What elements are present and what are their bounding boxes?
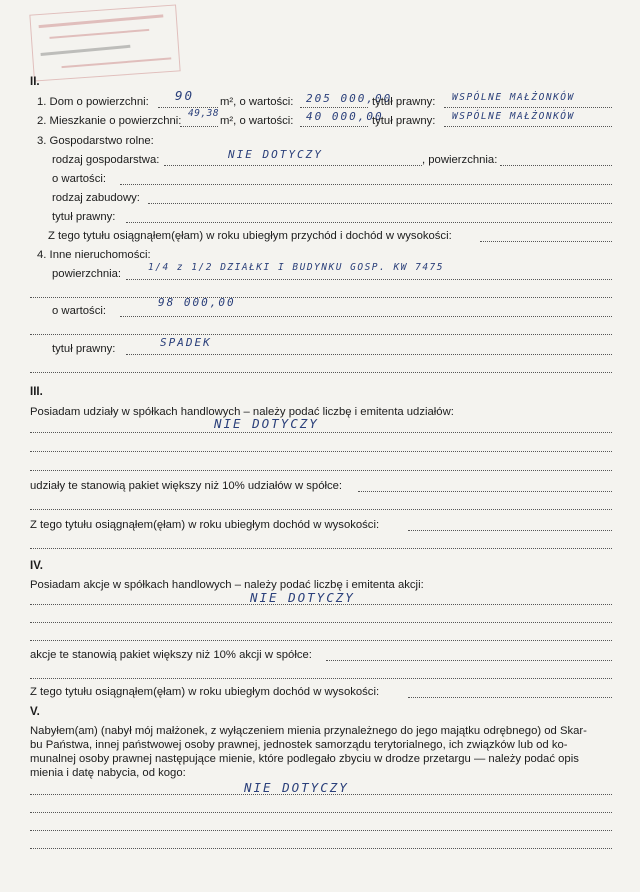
farm-buildings-label: rodzaj zabudowy: bbox=[52, 192, 140, 204]
office-stamp-icon bbox=[28, 3, 183, 83]
shares-label: Posiadam udziały w spółkach handlowych – należy podać liczbę i emitenta udziałów: bbox=[30, 406, 454, 418]
other-area-value: 1/4 z 1/2 DZIAŁKI I BUDYNKU GOSP. KW 7475 bbox=[148, 262, 444, 273]
shares-package-label: udziały te stanowią pakiet większy niż 10% udziałów w spółce: bbox=[30, 480, 343, 492]
acquisition-field-3 bbox=[30, 830, 612, 831]
other-title-field bbox=[126, 354, 612, 355]
farm-title-field bbox=[126, 222, 612, 223]
farm-value-field bbox=[120, 184, 612, 185]
apartment-area-field bbox=[180, 126, 218, 127]
shares-package-field-2 bbox=[30, 509, 612, 510]
other-value-field bbox=[120, 316, 612, 317]
other-title-label: tytuł prawny: bbox=[52, 343, 116, 355]
apartment-title-field bbox=[444, 126, 612, 127]
shares-value: NIE DOTYCZY bbox=[214, 416, 319, 431]
farm-label: 3. Gospodarstwo rolne: bbox=[37, 135, 154, 147]
apartment-value-field bbox=[300, 126, 368, 127]
acquisition-line-2: bu Państwa, innej państwowej osoby prawnej, jednostek samorządu terytorialnego, ich związków lub od ko- bbox=[30, 739, 568, 751]
apartment-title-value: WSPÓLNE MAŁŻONKÓW bbox=[452, 111, 575, 122]
other-area-label: powierzchnia: bbox=[52, 268, 122, 280]
apartment-title-label: tytuł prawny: bbox=[372, 115, 436, 127]
stocks-field-1 bbox=[30, 604, 612, 605]
acquisition-field-4 bbox=[30, 848, 612, 849]
stocks-field-2 bbox=[30, 622, 612, 623]
shares-package-field bbox=[358, 491, 612, 492]
section-v-heading: V. bbox=[30, 706, 40, 718]
farm-value-label: o wartości: bbox=[52, 173, 106, 185]
other-value-label: o wartości: bbox=[52, 305, 106, 317]
house-value: 205 000,00 bbox=[306, 92, 393, 105]
house-m2-label: m², o wartości: bbox=[220, 96, 294, 108]
stocks-income-label: Z tego tytułu osiągnąłem(ęłam) w roku ubiegłym dochód w wysokości: bbox=[30, 686, 380, 698]
house-label: 1. Dom o powierzchni: bbox=[37, 96, 149, 108]
house-title-field bbox=[444, 107, 612, 108]
acquisition-field-1 bbox=[30, 794, 612, 795]
acquisition-value: NIE DOTYCZY bbox=[244, 780, 349, 795]
other-title-value: SPADEK bbox=[160, 336, 212, 349]
other-title-field-2 bbox=[30, 372, 612, 373]
stocks-package-label: akcje te stanowią pakiet większy niż 10% akcji w spółce: bbox=[30, 649, 312, 661]
house-value-field bbox=[300, 107, 368, 108]
section-iv-heading: IV. bbox=[30, 560, 44, 572]
acquisition-line-1: Nabyłem(am) (nabył mój małżonek, z wyłączeniem mienia przynależnego do jego majątku odrębnego) od Skar- bbox=[30, 725, 587, 737]
other-area-field bbox=[126, 279, 612, 280]
apartment-label: 2. Mieszkanie o powierzchni: bbox=[37, 115, 182, 127]
other-property-label: 4. Inne nieruchomości: bbox=[37, 249, 151, 261]
house-area-value: 90 bbox=[175, 88, 195, 103]
farm-type-value: NIE DOTYCZY bbox=[228, 148, 323, 161]
other-value-field-2 bbox=[30, 334, 612, 335]
shares-income-field-2 bbox=[30, 548, 612, 549]
house-title-value: WSPÓLNE MAŁŻONKÓW bbox=[452, 92, 575, 103]
apartment-m2-label: m², o wartości: bbox=[220, 115, 294, 127]
farm-income-field bbox=[480, 241, 612, 242]
farm-area-label: , powierzchnia: bbox=[422, 154, 498, 166]
stocks-package-field-2 bbox=[30, 678, 612, 679]
stocks-field-3 bbox=[30, 640, 612, 641]
stocks-value: NIE DOTYCZY bbox=[250, 590, 355, 605]
apartment-value: 40 000,00 bbox=[306, 110, 384, 123]
house-title-label: tytuł prawny: bbox=[372, 96, 436, 108]
farm-area-field bbox=[500, 165, 612, 166]
acquisition-line-3: munalnej osoby prawnej następujące mienie, które podlegało zbyciu w drodze przetargu — należy podać opis bbox=[30, 753, 579, 765]
shares-income-field bbox=[408, 530, 612, 531]
acquisition-line-4: mienia i datę nabycia, od kogo: bbox=[30, 767, 186, 779]
shares-field-1 bbox=[30, 432, 612, 433]
farm-income-label: Z tego tytułu osiągnąłem(ęłam) w roku ubiegłym przychód i dochód w wysokości: bbox=[48, 230, 452, 242]
farm-buildings-field bbox=[148, 203, 612, 204]
shares-field-3 bbox=[30, 470, 612, 471]
shares-income-label: Z tego tytułu osiągnąłem(ęłam) w roku ubiegłym dochód w wysokości: bbox=[30, 519, 380, 531]
stocks-label: Posiadam akcje w spółkach handlowych – należy podać liczbę i emitenta akcji: bbox=[30, 579, 424, 591]
farm-type-label: rodzaj gospodarstwa: bbox=[52, 154, 160, 166]
acquisition-field-2 bbox=[30, 812, 612, 813]
apartment-area-value: 49,38 bbox=[188, 108, 220, 119]
stocks-package-field bbox=[326, 660, 612, 661]
farm-type-field bbox=[164, 165, 422, 166]
farm-title-label: tytuł prawny: bbox=[52, 211, 116, 223]
stocks-income-field bbox=[408, 697, 612, 698]
shares-field-2 bbox=[30, 451, 612, 452]
other-area-field-2 bbox=[30, 297, 612, 298]
other-value: 98 000,00 bbox=[158, 296, 236, 309]
section-iii-heading: III. bbox=[30, 386, 43, 398]
section-ii-heading: II. bbox=[30, 76, 40, 88]
